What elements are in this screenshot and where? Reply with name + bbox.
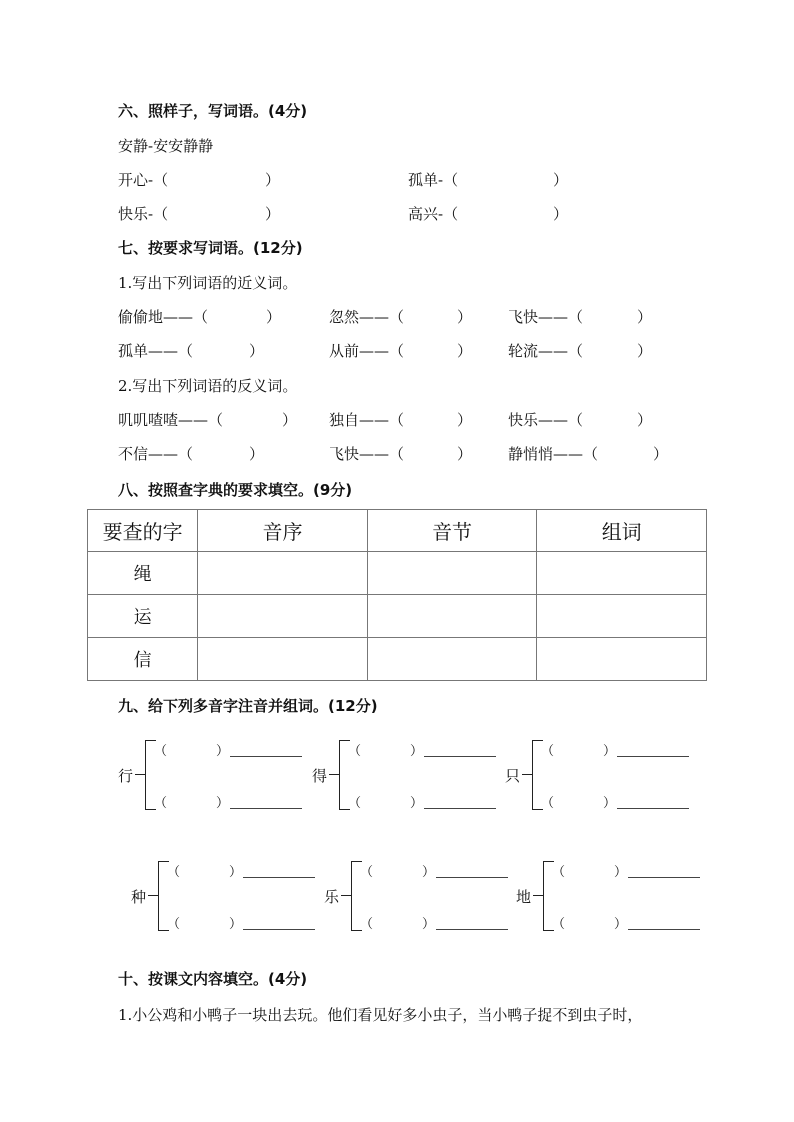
word-blank[interactable] [628,929,700,930]
polyphone-char: 地 [516,888,532,906]
open-paren: （ [348,744,362,759]
close-paren: ） [457,308,473,326]
close-paren: ） [266,308,282,326]
answer-cell[interactable] [198,638,368,681]
answer-cell[interactable] [367,638,537,681]
open-paren: （ [541,796,555,811]
open-paren: （ [167,917,181,932]
header-cell: 要查的字 [88,510,198,552]
question-1: 1.写出下列词语的近义词。 [118,274,298,292]
word-blank[interactable] [617,756,689,757]
section-9-title: 九、给下列多音字注音并组词。(12分) [118,697,378,715]
header-cell: 音节 [367,510,537,552]
answer-cell[interactable] [198,552,368,595]
word-blank[interactable] [436,929,508,930]
word-blank[interactable] [424,808,496,809]
close-paren: ） [282,411,298,429]
open-paren: （ [552,865,566,880]
close-paren: ） [410,796,424,811]
bracket-connector [329,774,339,775]
row-char: 运 [88,595,198,638]
polyphone-char: 得 [312,767,328,785]
answer-cell[interactable] [198,595,368,638]
item-label: 高兴-（ [408,205,459,223]
open-paren: （ [541,744,555,759]
answer-cell[interactable] [537,552,707,595]
close-paren: ） [410,744,424,759]
close-paren: ） [422,917,436,932]
header-cell: 组词 [537,510,707,552]
item-label: 快乐——（ [508,411,584,429]
item-label: 不信——（ [118,445,194,463]
example-text: 安静-安安静静 [118,137,214,155]
header-cell: 音序 [198,510,368,552]
close-paren: ） [653,445,669,463]
table-row [88,595,707,638]
table-header-row [88,510,707,552]
word-blank[interactable] [243,877,315,878]
open-paren: （ [552,917,566,932]
word-blank[interactable] [436,877,508,878]
close-paren: ） [614,917,628,932]
word-blank[interactable] [230,808,302,809]
question-1: 1.小公鸡和小鸭子一块出去玩。他们看见好多小虫子，当小鸭子捉不到虫子时， [118,1006,643,1024]
polyphone-char: 只 [505,767,521,785]
close-paren: ） [637,411,653,429]
word-blank[interactable] [424,756,496,757]
item-label: 独自——（ [329,411,405,429]
close-paren: ） [265,205,281,223]
item-label: 开心-（ [118,171,169,189]
item-label: 静悄悄——（ [508,445,599,463]
section-6-title: 六、照样子，写词语。(4分) [118,102,308,120]
open-paren: （ [360,917,374,932]
word-blank[interactable] [617,808,689,809]
close-paren: ） [614,865,628,880]
item-label: 偷偷地——（ [118,308,209,326]
bracket-connector [341,895,351,896]
open-paren: （ [154,796,168,811]
bracket-connector [533,895,543,896]
answer-cell[interactable] [367,552,537,595]
close-paren: ） [603,796,617,811]
word-blank[interactable] [628,877,700,878]
section-7-title: 七、按要求写词语。(12分) [118,239,303,257]
close-paren: ） [229,917,243,932]
close-paren: ） [216,744,230,759]
open-paren: （ [348,796,362,811]
answer-cell[interactable] [537,638,707,681]
close-paren: ） [637,308,653,326]
section-10-title: 十、按课文内容填空。(4分) [118,970,308,988]
close-paren: ） [265,171,281,189]
open-paren: （ [360,865,374,880]
dictionary-table [87,509,707,681]
close-paren: ） [422,865,436,880]
item-label: 从前——（ [329,342,405,360]
section-8-title: 八、按照查字典的要求填空。(9分) [118,481,353,499]
item-label: 快乐-（ [118,205,169,223]
close-paren: ） [249,445,265,463]
close-paren: ） [249,342,265,360]
bracket-connector [148,895,158,896]
open-paren: （ [154,744,168,759]
open-paren: （ [167,865,181,880]
close-paren: ） [553,171,569,189]
item-label: 飞快——（ [329,445,405,463]
bracket-connector [522,774,532,775]
row-char: 绳 [88,552,198,595]
answer-cell[interactable] [537,595,707,638]
item-label: 飞快——（ [508,308,584,326]
item-label: 忽然——（ [329,308,405,326]
close-paren: ） [457,445,473,463]
answer-cell[interactable] [367,595,537,638]
close-paren: ） [603,744,617,759]
close-paren: ） [457,411,473,429]
item-label: 叽叽喳喳——（ [118,411,224,429]
word-blank[interactable] [243,929,315,930]
item-label: 孤单-（ [408,171,459,189]
close-paren: ） [457,342,473,360]
table-row [88,552,707,595]
close-paren: ） [637,342,653,360]
bracket-connector [135,774,145,775]
polyphone-char: 乐 [324,888,340,906]
table-row [88,638,707,681]
close-paren: ） [229,865,243,880]
item-label: 孤单——（ [118,342,194,360]
item-label: 轮流——（ [508,342,584,360]
row-char: 信 [88,638,198,681]
close-paren: ） [553,205,569,223]
question-2: 2.写出下列词语的反义词。 [118,377,298,395]
word-blank[interactable] [230,756,302,757]
polyphone-char: 种 [131,888,147,906]
polyphone-char: 行 [118,767,134,785]
close-paren: ） [216,796,230,811]
